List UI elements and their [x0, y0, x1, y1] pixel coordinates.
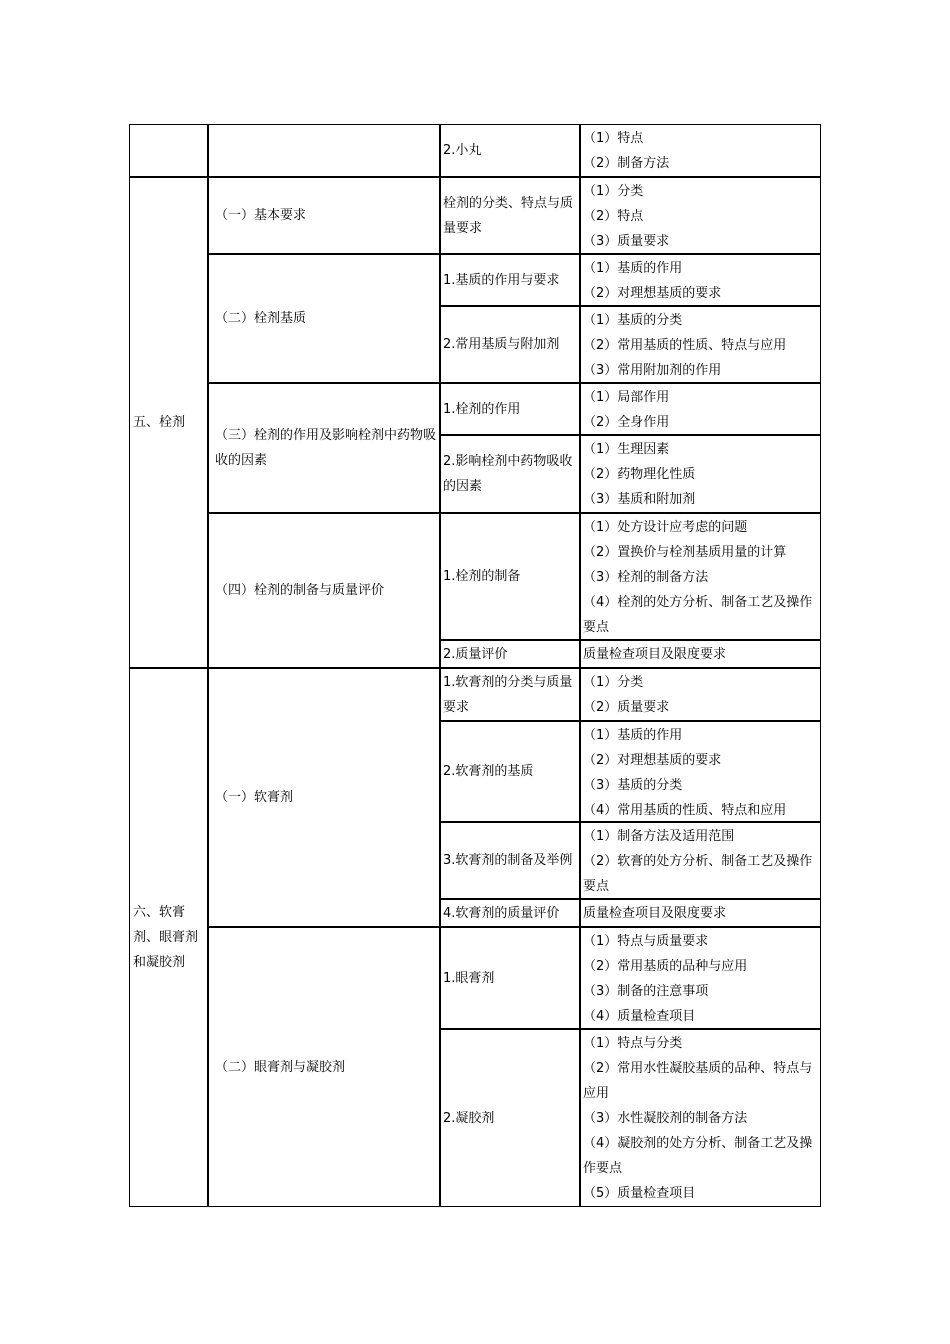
- topic-cell: [440, 640, 580, 668]
- chapter-label: 五、栓剂: [133, 415, 186, 430]
- point-item: （2）常用基质的性质、特点与应用: [583, 338, 787, 353]
- section-label: （二）眼膏剂与凝胶剂: [215, 1059, 346, 1075]
- section-label: （二）栓剂基质: [215, 311, 307, 326]
- topic-cell: [440, 927, 580, 1029]
- point-item: 质量检查项目及限度要求: [583, 647, 727, 662]
- topic-label: 栓剂的分类、特点与质量要求: [443, 195, 574, 236]
- point-item: （3）制备的注意事项: [583, 984, 709, 999]
- points-cell: [580, 306, 821, 383]
- point-item: （2）软膏的处方分析、制备工艺及操作要点: [583, 854, 813, 894]
- point-item: （1）生理因素: [583, 442, 670, 457]
- topic-cell: [440, 899, 580, 927]
- section-cell-ointments: [208, 668, 440, 927]
- point-item: （1）处方设计应考虑的问题: [583, 520, 748, 535]
- section-cell-action-absorption: [208, 383, 440, 513]
- section-label: （一）软膏剂: [215, 790, 294, 805]
- points-cell: [580, 383, 821, 435]
- point-item: （3）基质和附加剂: [583, 492, 696, 507]
- section-label: （三）栓剂的作用及影响栓剂中药物吸收的因素: [215, 428, 437, 468]
- section-cell-eye-ointments-gels: [208, 927, 440, 1207]
- points-cell: [580, 513, 821, 640]
- topic-label: 2.凝胶剂: [443, 1110, 495, 1126]
- point-item: （2）常用水性凝胶基质的品种、特点与应用: [583, 1061, 813, 1101]
- point-item: 质量检查项目及限度要求: [583, 906, 727, 921]
- topic-cell: [440, 177, 580, 254]
- points-cell: [580, 254, 821, 306]
- points-cell: [580, 640, 821, 668]
- topic-label: 2.影响栓剂中药物吸收的因素: [443, 454, 573, 494]
- point-item: （2）质量要求: [583, 700, 670, 715]
- point-item: （3）栓剂的制备方法: [583, 570, 709, 585]
- topic-label: 4.软膏剂的质量评价: [443, 905, 560, 921]
- point-item: （1）分类: [583, 675, 644, 690]
- point-item: （1）制备方法及适用范围: [583, 829, 735, 844]
- topic-label: 1.软膏剂的分类与质量要求: [443, 674, 573, 715]
- point-item: （1）分类: [583, 184, 644, 199]
- topic-label: 1.基质的作用与要求: [443, 272, 560, 288]
- topic-cell: [440, 1029, 580, 1207]
- chapter-cell-suppositories: [129, 177, 208, 668]
- topic-label: 2.常用基质与附加剂: [443, 337, 560, 352]
- points-cell: [580, 177, 821, 254]
- point-item: （2）对理想基质的要求: [583, 753, 722, 768]
- topic-cell: [440, 721, 580, 822]
- topic-label: 1.栓剂的作用: [443, 401, 521, 417]
- section-label: （四）栓剂的制备与质量评价: [215, 583, 385, 598]
- points-cell: [580, 1029, 821, 1207]
- points-cell: [580, 435, 821, 513]
- topic-label: 2.软膏剂的基质: [443, 764, 534, 779]
- point-item: （2）常用基质的品种与应用: [583, 959, 748, 974]
- topic-cell: [440, 435, 580, 513]
- topic-cell: [440, 254, 580, 306]
- topic-cell: [440, 306, 580, 383]
- point-item: （1）特点: [583, 131, 644, 146]
- topic-cell: [440, 822, 580, 899]
- point-item: （5）质量检查项目: [583, 1186, 696, 1201]
- points-cell: [580, 927, 821, 1029]
- point-item: （1）特点与质量要求: [583, 934, 709, 949]
- topic-cell: [440, 383, 580, 435]
- points-cell: [580, 668, 821, 721]
- point-item: （2）对理想基质的要求: [583, 286, 722, 301]
- topic-label: 3.软膏剂的制备及举例: [443, 853, 573, 868]
- topic-label: 2.小丸: [443, 143, 482, 158]
- points-cell: [580, 124, 821, 177]
- topic-label: 1.栓剂的制备: [443, 569, 521, 584]
- point-item: （3）基质的分类: [583, 778, 683, 793]
- point-item: （4）凝胶剂的处方分析、制备工艺及操作要点: [583, 1136, 813, 1176]
- chapter-cell-ointments: [129, 668, 208, 1207]
- point-item: （3）常用附加剂的作用: [583, 363, 722, 378]
- topic-cell: [440, 513, 580, 640]
- point-item: （1）基质的作用: [583, 728, 683, 743]
- points-cell: [580, 899, 821, 927]
- section-cell-preparation-evaluation: [208, 513, 440, 668]
- chapter-label: 六、软膏剂、眼膏剂和凝胶剂: [133, 905, 199, 970]
- point-item: （2）特点: [583, 209, 644, 224]
- point-item: （1）基质的分类: [583, 313, 683, 328]
- point-item: （3）质量要求: [583, 234, 670, 249]
- topic-cell: [440, 668, 580, 721]
- point-item: （1）基质的作用: [583, 261, 683, 276]
- points-cell: [580, 721, 821, 822]
- topic-label: 1.眼膏剂: [443, 970, 495, 986]
- section-cell-basic-requirements: [208, 177, 440, 254]
- point-item: （4）质量检查项目: [583, 1009, 696, 1024]
- point-item: （2）制备方法: [583, 156, 670, 171]
- point-item: （1）特点与分类: [583, 1036, 683, 1051]
- point-item: （2）药物理化性质: [583, 467, 696, 482]
- section-cell-suppository-bases: [208, 254, 440, 383]
- point-item: （3）水性凝胶剂的制备方法: [583, 1111, 748, 1126]
- point-item: （2）全身作用: [583, 415, 670, 430]
- point-item: （4）栓剂的处方分析、制备工艺及操作要点: [583, 595, 813, 635]
- chapter-cell-continued: [129, 124, 208, 177]
- section-label: （一）基本要求: [215, 208, 307, 223]
- points-cell: [580, 822, 821, 899]
- section-cell-continued: [208, 124, 440, 177]
- topic-label: 2.质量评价: [443, 646, 508, 662]
- point-item: （1）局部作用: [583, 390, 670, 405]
- point-item: （2）置换价与栓剂基质用量的计算: [583, 545, 787, 560]
- point-item: （4）常用基质的性质、特点和应用: [583, 803, 787, 818]
- topic-cell: [440, 124, 580, 177]
- syllabus-table: [129, 124, 821, 1207]
